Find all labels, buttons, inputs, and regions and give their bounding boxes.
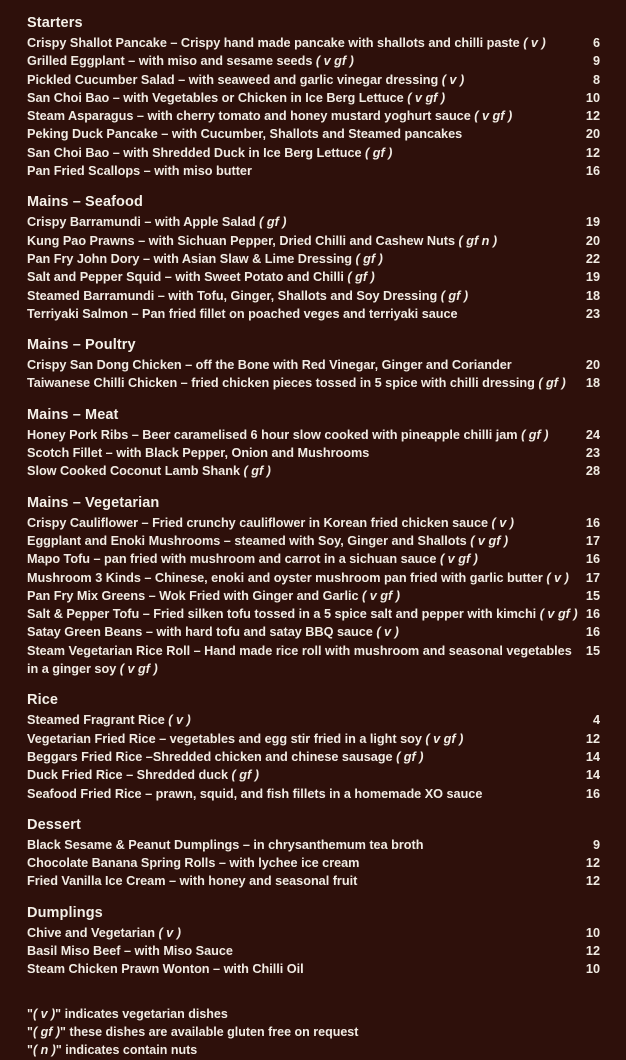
menu-footnote: "( gf )" these dishes are available gluten free on request [27, 1024, 359, 1039]
menu-item-price: 18 [585, 288, 600, 303]
menu-item-name: Chocolate Banana Spring Rolls – with lychee ice cream [27, 856, 360, 871]
menu-item-price: 16 [585, 552, 600, 567]
menu-item [27, 287, 600, 305]
menu-item [27, 305, 600, 323]
menu-item-name: Vegetarian Fried Rice – vegetables and egg stir fried in a light soy ( v gf ) [27, 731, 464, 746]
menu-item-name: Seafood Fried Rice – prawn, squid, and fish fillets in a homemade XO sauce [27, 786, 483, 801]
menu-item-name: Pickled Cucumber Salad – with seaweed and garlic vinegar dressing ( v ) [27, 72, 465, 87]
section-title: Dumplings [27, 904, 103, 921]
menu-item-name: Beggars Fried Rice –Shredded chicken and chinese sausage ( gf ) [27, 749, 424, 764]
menu-item [27, 213, 600, 231]
menu-item [27, 766, 600, 784]
menu-item-price: 9 [592, 837, 600, 852]
menu-item-price: 19 [585, 270, 600, 285]
menu-item-name: Peking Duck Pancake – with Cucumber, Shallots and Steamed pancakes [27, 127, 463, 142]
menu-item-price: 18 [585, 376, 600, 391]
menu-item-name: Satay Green Beans – with hard tofu and satay BBQ sauce ( v ) [27, 625, 399, 640]
menu-item-price: 12 [585, 109, 600, 124]
menu-item [27, 960, 600, 978]
menu-item [27, 462, 600, 480]
menu-item-name: Kung Pao Prawns – with Sichuan Pepper, Dried Chilli and Cashew Nuts ( gf n ) [27, 233, 498, 248]
menu-item-name: Eggplant and Enoki Mushrooms – steamed with Soy, Ginger and Shallots ( v gf ) [27, 533, 509, 548]
menu-item-price: 16 [585, 786, 600, 801]
menu-item-name: Taiwanese Chilli Chicken – fried chicken pieces tossed in 5 spice with chilli dressing ( gf ) [27, 376, 566, 391]
menu-item-price: 10 [585, 962, 600, 977]
menu-item-name: Steamed Barramundi – with Tofu, Ginger, Shallots and Soy Dressing ( gf ) [27, 288, 469, 303]
menu-item-price: 20 [585, 233, 600, 248]
menu-item [27, 232, 600, 250]
menu-item [27, 374, 600, 392]
menu-item-price: 10 [585, 925, 600, 940]
menu-section [27, 494, 600, 679]
menu-section [27, 14, 600, 180]
menu-item-price: 8 [592, 72, 600, 87]
menu-section [27, 816, 600, 891]
menu-item [27, 52, 600, 70]
menu-item-price: 12 [585, 874, 600, 889]
menu-item-name: Terriyaki Salmon – Pan fried fillet on poached veges and terriyaki sauce [27, 306, 458, 321]
menu-item [27, 623, 600, 641]
menu-item-price: 23 [585, 306, 600, 321]
menu-item-name: Basil Miso Beef – with Miso Sauce [27, 943, 233, 958]
menu-item-name: Slow Cooked Coconut Lamb Shank ( gf ) [27, 464, 271, 479]
menu-item [27, 730, 600, 748]
menu-footnote: "( v )" indicates vegetarian dishes [27, 1006, 228, 1021]
menu-item-name: Steam Asparagus – with cherry tomato and honey mustard yoghurt sauce ( v gf ) [27, 109, 513, 124]
menu-item-name: Steam Vegetarian Rice Roll – Hand made rice roll with mushroom and seasonal vegetables in a ginger soy ( v gf ) [27, 643, 572, 677]
menu-footnotes [27, 1005, 600, 1060]
menu-item-price: 12 [585, 731, 600, 746]
menu-item [27, 34, 600, 52]
menu-item [27, 144, 600, 162]
menu-item-name: San Choi Bao – with Shredded Duck in Ice Berg Lettuce ( gf ) [27, 145, 393, 160]
menu-item-price: 12 [585, 145, 600, 160]
menu-item-name: Scotch Fillet – with Black Pepper, Onion and Mushrooms [27, 446, 370, 461]
menu-item-price: 10 [585, 90, 600, 105]
menu-item [27, 587, 600, 605]
menu-item-price: 15 [585, 643, 600, 658]
section-title: Starters [27, 15, 83, 31]
menu-item-name: Pan Fry Mix Greens – Wok Fried with Ginger and Garlic ( v gf ) [27, 588, 400, 603]
menu-item [27, 872, 600, 890]
menu-item-name: Mapo Tofu – pan fried with mushroom and carrot in a sichuan sauce ( v gf ) [27, 552, 478, 567]
menu-item-name: Salt and Pepper Squid – with Sweet Potato and Chilli ( gf ) [27, 270, 375, 285]
menu-item-price: 23 [585, 446, 600, 461]
menu-item [27, 71, 600, 89]
menu-item-price: 22 [585, 251, 600, 266]
menu-item-name: Honey Pork Ribs – Beer caramelised 6 hour slow cooked with pineapple chilli jam ( gf ) [27, 427, 549, 442]
menu-item-name: San Choi Bao – with Vegetables or Chicken in Ice Berg Lettuce ( v gf ) [27, 90, 446, 105]
menu-item [27, 89, 600, 107]
menu-item [27, 268, 600, 286]
menu-item [27, 162, 600, 180]
menu-item-name: Steamed Fragrant Rice ( v ) [27, 713, 191, 728]
section-title: Mains – Vegetarian [27, 494, 160, 511]
menu-item-name: Crispy Shallot Pancake – Crispy hand made pancake with shallots and chilli paste ( v ) [27, 36, 546, 50]
menu-item [27, 426, 600, 444]
menu-item-price: 20 [585, 127, 600, 142]
menu-item-price: 15 [585, 588, 600, 603]
menu-item-price: 6 [592, 36, 600, 50]
menu-item [27, 711, 600, 729]
menu-item-price: 16 [585, 164, 600, 179]
menu-item-name: Black Sesame & Peanut Dumplings – in chrysanthemum tea broth [27, 837, 424, 852]
section-title: Mains – Meat [27, 406, 119, 423]
menu-item-name: Mushroom 3 Kinds – Chinese, enoki and oyster mushroom pan fried with garlic butter ( v ) [27, 570, 569, 585]
menu-item-price: 12 [585, 856, 600, 871]
menu-item [27, 748, 600, 766]
menu-item-price: 9 [592, 54, 600, 69]
menu-item [27, 250, 600, 268]
menu-footnote: "( n )" indicates contain nuts [27, 1043, 198, 1058]
menu-item [27, 569, 600, 587]
menu-item-name: Crispy San Dong Chicken – off the Bone with Red Vinegar, Ginger and Coriander [27, 358, 512, 373]
section-title: Dessert [27, 816, 81, 833]
menu-item-price: 4 [592, 713, 600, 728]
section-title: Rice [27, 692, 59, 709]
menu-item-name: Pan Fried Scallops – with miso butter [27, 164, 252, 179]
menu-item-name: Crispy Cauliflower – Fried crunchy cauliflower in Korean fried chicken sauce ( v ) [27, 515, 514, 530]
menu-item [27, 532, 600, 550]
menu-item [27, 444, 600, 462]
menu-item-name: Fried Vanilla Ice Cream – with honey and seasonal fruit [27, 874, 358, 889]
menu-item [27, 356, 600, 374]
menu-item [27, 836, 600, 854]
menu-section [27, 904, 600, 979]
menu-item [27, 514, 600, 532]
menu-section [27, 193, 600, 323]
menu-item-name: Salt & Pepper Tofu – Fried silken tofu tossed in a 5 spice salt and pepper with kimchi ( v gf ) [27, 607, 578, 622]
menu-item [27, 942, 600, 960]
menu-item-name: Grilled Eggplant – with miso and sesame seeds ( v gf ) [27, 54, 354, 69]
menu-section [27, 691, 600, 802]
menu-item-price: 16 [585, 625, 600, 640]
menu-item [27, 642, 600, 679]
menu-item [27, 550, 600, 568]
menu-item [27, 107, 600, 125]
menu-section [27, 336, 600, 393]
menu-item-price: 16 [585, 607, 600, 622]
section-title: Mains – Poultry [27, 337, 136, 354]
menu-item [27, 785, 600, 803]
menu-item-price: 12 [585, 943, 600, 958]
menu-section [27, 406, 600, 481]
menu-item [27, 854, 600, 872]
menu-item-name: Crispy Barramundi – with Apple Salad ( gf ) [27, 215, 287, 230]
menu-item-price: 17 [585, 533, 600, 548]
menu-item-price: 28 [585, 464, 600, 479]
menu-item [27, 125, 600, 143]
menu-item-name: Chive and Vegetarian ( v ) [27, 925, 181, 940]
menu-item-price: 14 [585, 768, 600, 783]
menu-item-name: Pan Fry John Dory – with Asian Slaw & Lime Dressing ( gf ) [27, 251, 383, 266]
menu-item-name: Duck Fried Rice – Shredded duck ( gf ) [27, 768, 259, 783]
menu-item-price: 16 [585, 515, 600, 530]
menu-item-price: 17 [585, 570, 600, 585]
menu-item-price: 14 [585, 749, 600, 764]
menu-item [27, 605, 600, 623]
menu-item [27, 924, 600, 942]
menu-item-price: 24 [585, 427, 600, 442]
menu-item-name: Steam Chicken Prawn Wonton – with Chilli Oil [27, 962, 304, 977]
menu-item-price: 20 [585, 358, 600, 373]
section-title: Mains – Seafood [27, 194, 143, 211]
menu-item-price: 19 [585, 215, 600, 230]
